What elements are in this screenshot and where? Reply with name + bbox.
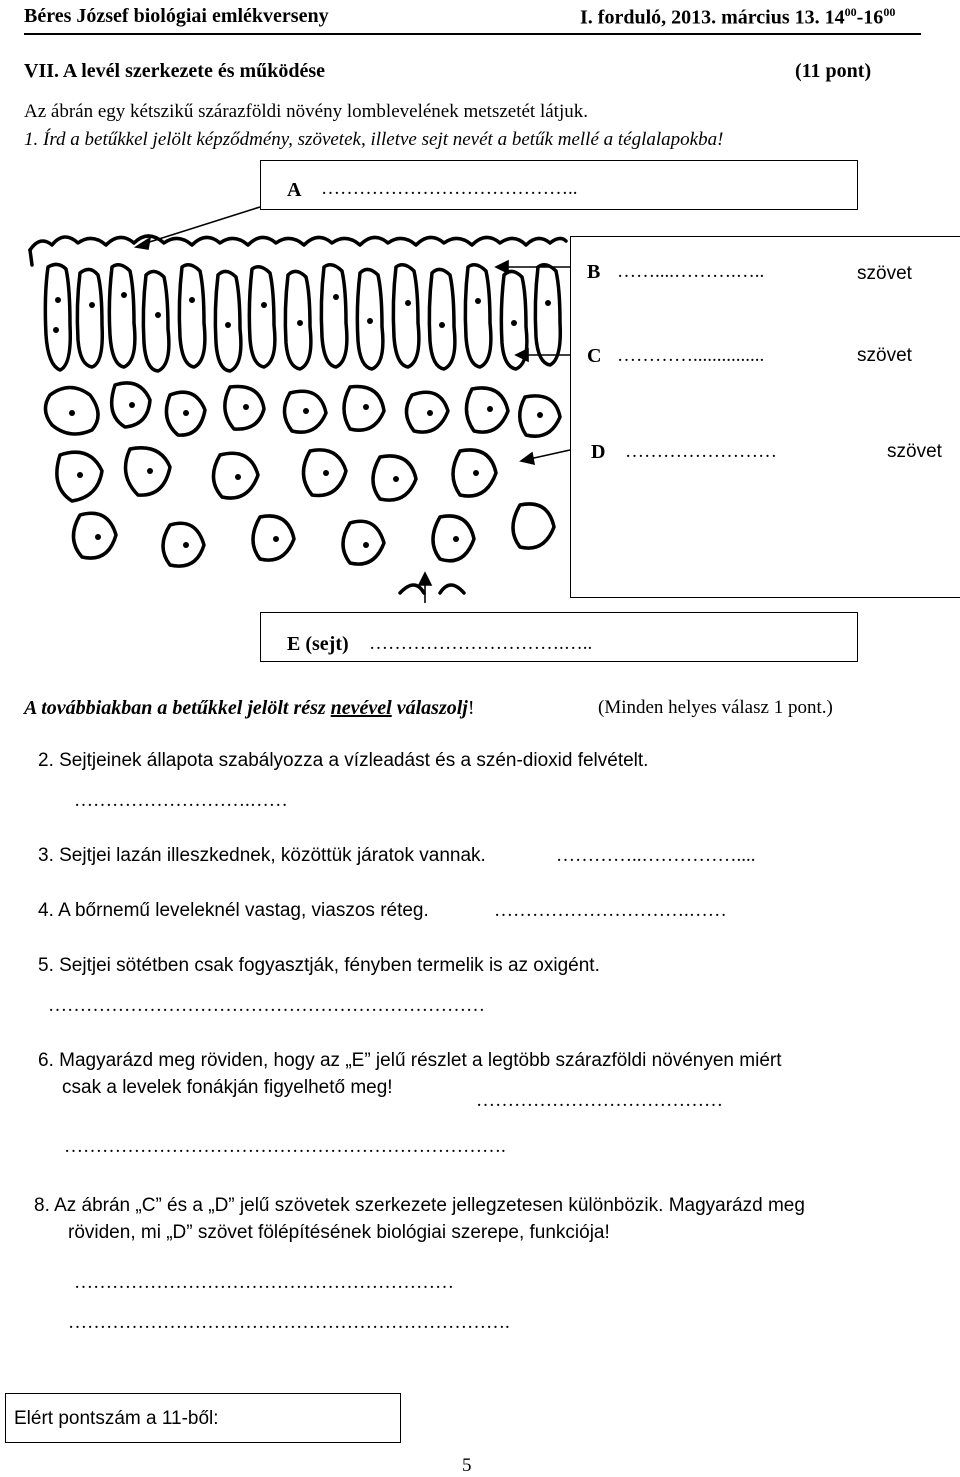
label-c: C <box>587 345 602 367</box>
instructions-underlined: nevével <box>330 697 392 719</box>
instructions <box>24 697 475 720</box>
header-sup1: 00 <box>844 5 857 19</box>
instructions-tail: válaszolj <box>396 697 468 719</box>
task1-text: Írd a betűkkel jelölt képződmény, szövetek, illetve sejt nevét a betűk mellé a téglalapokba! <box>43 129 724 150</box>
question-8-line2: röviden, mi „D” szövet fölépítésének biológiai szerepe, funkciója! <box>68 1222 610 1243</box>
dots-a: ………………………………….. <box>321 178 578 199</box>
question-3: 3. Sejtjei lazán illeszkednek, közöttük járatok vannak. <box>38 845 486 866</box>
label-b: B <box>587 261 601 283</box>
header-right <box>580 5 895 30</box>
task1 <box>24 129 723 151</box>
header-rule <box>24 33 921 35</box>
answer-box-bcd[interactable] <box>570 236 960 598</box>
dots-e: ………………………….….. <box>369 633 593 654</box>
answer-line-8a[interactable]: …………………………………………………… <box>74 1272 454 1293</box>
section-title: VII. A levél szerkezete és működése <box>24 60 326 82</box>
section-points: (11 pont) <box>795 60 872 82</box>
leaf-cross-section-diagram <box>20 205 580 615</box>
answer-line-3[interactable]: …………..…………….... <box>556 845 756 866</box>
score-label: Elért pontszám a 11-ből: <box>14 1408 219 1429</box>
task1-number: 1. <box>24 129 39 150</box>
question-5: 5. Sejtjei sötétben csak fogyasztják, fényben termelik is az oxigént. <box>38 955 600 976</box>
answer-box-a[interactable] <box>260 160 858 210</box>
header-dash: -16 <box>856 6 884 29</box>
answer-line-5[interactable]: …………………………………………………………… <box>48 995 485 1016</box>
question-4: 4. A bőrnemű leveleknél vastag, viaszos réteg. <box>38 900 429 921</box>
header-left: Béres József biológiai emlékverseny <box>24 5 329 27</box>
word-d: szövet <box>887 441 942 462</box>
score-box[interactable] <box>5 1393 401 1443</box>
label-d: D <box>591 441 606 463</box>
question-6-line2: csak a levelek fonákján figyelhető meg! <box>62 1077 393 1098</box>
answer-line-6b[interactable]: ……………………………………………………………. <box>64 1136 506 1157</box>
label-e: E (sejt) <box>287 633 349 655</box>
header-date: I. forduló, 2013. március 13. 14 <box>580 6 845 29</box>
answer-line-2[interactable]: ……………………….…… <box>74 790 288 811</box>
instructions-main: A továbbiakban a betűkkel jelölt rész <box>24 697 326 719</box>
question-2: 2. Sejtjeinek állapota szabályozza a vízleadást és a szén-dioxid felvételt. <box>38 750 649 771</box>
instructions-excl: ! <box>467 697 475 719</box>
answer-box-e[interactable] <box>260 612 858 662</box>
answer-line-4[interactable]: ………………………….…… <box>494 900 727 921</box>
header-sup2: 00 <box>883 5 896 19</box>
answer-line-6a[interactable]: ………………………………… <box>476 1090 723 1111</box>
question-8-line1: 8. Az ábrán „C” és a „D” jelű szövetek szerkezete jellegzetesen különbözik. Magyarázd meg <box>34 1195 805 1216</box>
dots-b: ……....……….….. <box>617 261 765 282</box>
question-6-line1: 6. Magyarázd meg röviden, hogy az „E” jelű részlet a legtöbb szárazföldi növényen miért <box>38 1050 782 1071</box>
answer-line-8b[interactable]: ……………………………………………………………. <box>68 1312 510 1333</box>
instructions-note: (Minden helyes válasz 1 pont.) <box>598 697 833 718</box>
dots-d: …………………… <box>625 441 777 462</box>
intro-text: Az ábrán egy kétszikű szárazföldi növény lomblevelének metszetét látjuk. <box>24 101 588 122</box>
label-a: A <box>287 179 302 201</box>
page-number: 5 <box>462 1455 472 1476</box>
word-b: szövet <box>857 263 912 284</box>
word-c: szövet <box>857 345 912 366</box>
dots-c: …………............... <box>617 345 765 366</box>
